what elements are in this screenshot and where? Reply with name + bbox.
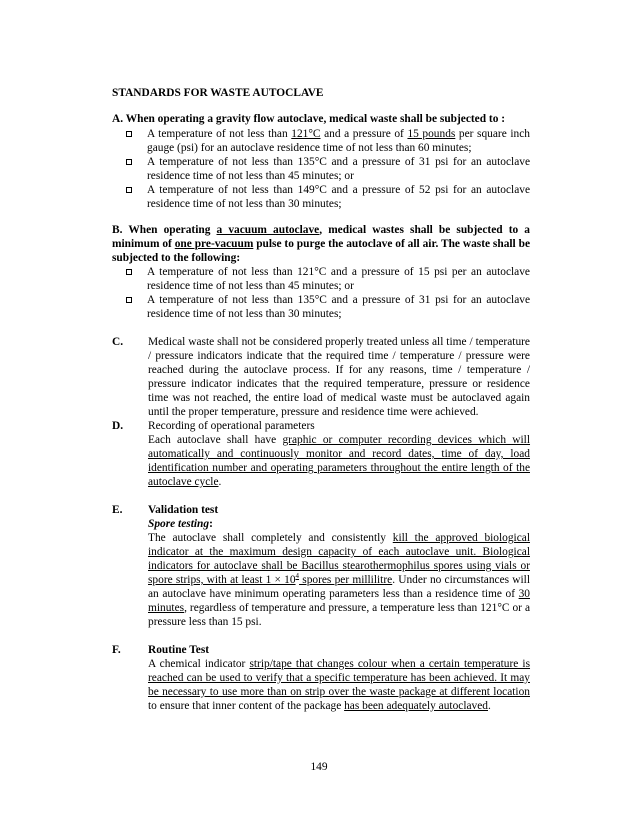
checkbox-square-icon xyxy=(126,269,132,275)
checkbox-square-icon xyxy=(126,159,132,165)
list-item: A temperature of not less than 121°C and a pressure of 15 psi per an autoclave residence time of not less than 45 minutes; or xyxy=(122,265,530,293)
list-item: A temperature of not less than 135°C and a pressure of 31 psi for an autoclave residence time of not less than 30 minutes; xyxy=(122,293,530,321)
section-d-text: Each autoclave shall have graphic or computer recording devices which will automatically and continuously monitor and record dates, time of day, load identification number and operating parameters throughout the entire length of the autoclave cycle. xyxy=(148,434,531,488)
checkbox-square-icon xyxy=(126,297,132,303)
section-c-text: Medical waste shall not be considered properly treated unless all time / temperature / pressure indicators indicate that the required time / temperature / pressure were reached during the autoclave process. If for any reasons, time / temperature / pressure indicator indicates that the required temperature, pressure or residence time was not reached, the entire load of medical waste must be autoclaved again until the proper temperature, pressure and residence time were achieved. xyxy=(148,336,530,418)
section-e-heading: Validation test xyxy=(148,504,219,516)
section-a-heading: A. When operating a gravity flow autoclave, medical waste shall be subjected to : xyxy=(112,113,506,125)
section-d-heading: Recording of operational parameters xyxy=(148,420,315,432)
section-f-label: F. xyxy=(112,644,121,656)
section-e xyxy=(112,503,530,629)
section-d xyxy=(112,419,530,489)
section-f-heading: Routine Test xyxy=(148,644,210,656)
section-e-text: The autoclave shall completely and consistently kill the approved biological indicator at the maximum design capacity of each autoclave unit. Biological indicators for autoclave shall be Bacillus stearothermophilus spores using vials or spore strips, with at least $1 \times 10^4$ spores per millilitre. Under no circumstances will an autoclave have minimum operating parameters less than a residence time of 30 minutes, regardless of temperature and pressure, a temperature less than 121°C or a pressure less than 15 psi. xyxy=(148,532,530,628)
section-c-label: C. xyxy=(112,336,124,348)
list-item: A temperature of not less than 149°C and a pressure of 52 psi for an autoclave residence time of not less than 30 minutes; xyxy=(122,183,530,211)
document-content xyxy=(112,86,530,713)
section-d-label: D. xyxy=(112,420,124,432)
section-b-heading: B. When operating a vacuum autoclave, medical wastes shall be subjected to a minimum of one pre-vacuum pulse to purge the autoclave of all air. The waste shall be subjected to the following: xyxy=(112,224,531,264)
list-item: A temperature of not less than 121°C and a pressure of 15 pounds per square inch gauge (psi) for an autoclave residence time of not less than 60 minutes; xyxy=(122,127,530,155)
section-f-text: A chemical indicator strip/tape that changes colour when a certain temperature is reached can be used to verify that a specific temperature has been achieved. It may be necessary to use more than on strip over the waste package at different location to ensure that inner content of the package has been adequately autoclaved. xyxy=(148,658,531,712)
document-title: STANDARDS FOR WASTE AUTOCLAVE xyxy=(112,87,324,99)
checkbox-square-icon xyxy=(126,131,132,137)
section-c xyxy=(112,335,530,419)
section-a-bullets xyxy=(122,127,530,211)
section-b-bullets xyxy=(122,265,530,321)
page-number: 149 xyxy=(310,761,328,773)
section-e-label: E. xyxy=(112,504,123,516)
section-e-subheading: Spore testing: xyxy=(148,518,213,530)
checkbox-square-icon xyxy=(126,187,132,193)
list-item: A temperature of not less than 135°C and a pressure of 31 psi for an autoclave residence time of not less than 45 minutes; or xyxy=(122,155,530,183)
section-f xyxy=(112,643,530,713)
